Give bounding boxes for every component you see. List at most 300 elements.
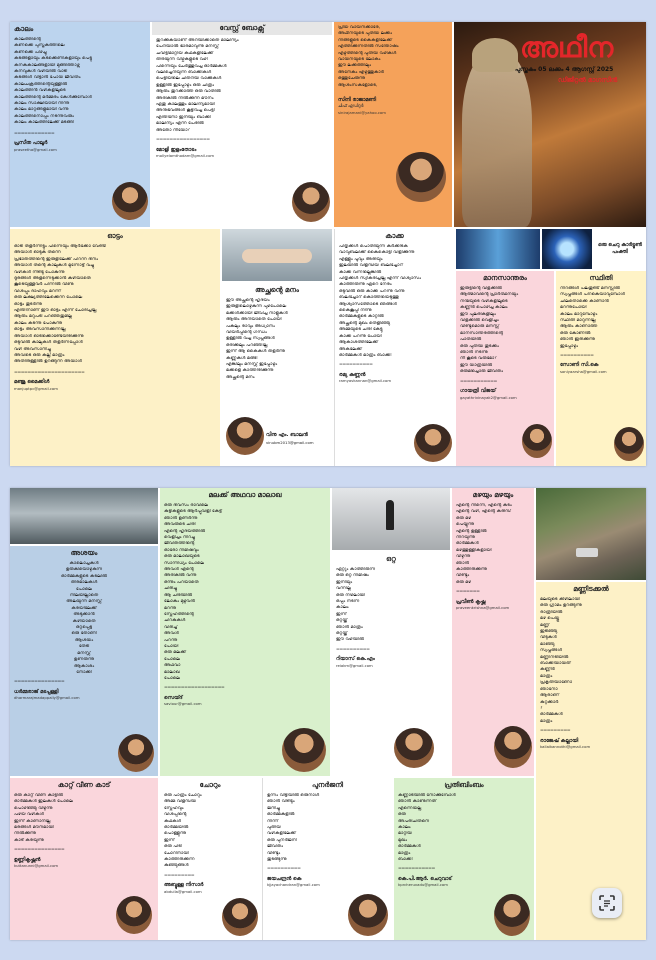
poem-line: കുഞ്ഞുങ്ങൾ (164, 863, 189, 869)
poem-line: തുടങ്ങുന്നു (267, 857, 287, 863)
poem-line: പിന്നെയും ചേർത്തുവച്ച ഓർമ്മകൾ (156, 63, 227, 69)
poem-line: ഒരു മലക്ക് (164, 650, 186, 656)
poem-line: ഓർമ്മകളിൽ (267, 812, 295, 818)
poem-line: ഉണരുന്നു (73, 657, 95, 663)
poem-line: വിളക്കിൽ വെളിച്ചം (460, 318, 499, 324)
poem-line: ചിലതൊക്കെ കാണാൻ (560, 298, 609, 304)
poem-line: ഇടിഞ്ഞു (540, 629, 558, 635)
poem-line: വഴി അവസാനിച്ചു (14, 346, 51, 352)
editor-role: ചീഫ് എഡിറ്റർ (338, 103, 364, 109)
poem-line: ഒപ്പം നടന്ന (336, 599, 360, 605)
poem-line: ഉള്ളിൽ ഇപ്പോഴും ഒരു ചിത്രം (156, 82, 215, 88)
author-email: gayathrivinayak2@gmail.com (460, 394, 517, 400)
poem-line: വീണ്ടും (267, 850, 281, 856)
poem-line: സ്നേഹവും (164, 805, 184, 811)
poem-line: ഒരു പുതിയ തുടക്കം (460, 343, 499, 349)
poem-line: സ്വപ്നങ്ങൾ പിറകെയാവുമ്പോൾ (560, 292, 625, 298)
poem-body (14, 37, 146, 127)
hands-photo (222, 229, 332, 281)
poem-line: കൂടെയുള്ളവർ പിന്നിൽ വീണു (14, 282, 74, 288)
magazine-title: അഥീന (520, 31, 614, 64)
poem-line: അഥീനയുടെ പുതിയ ലക്കം (338, 31, 393, 37)
poem-line: കണ്ണീർ (540, 667, 555, 673)
poem-line: പേറിയാൽ ഭാരമാവുന്നു മനസ്സ് (156, 44, 219, 50)
poem-line: ആരും തുറക്കാത്ത ഒരു വാതിൽ (156, 89, 221, 95)
poem-line: നോക്കി (76, 669, 92, 675)
poem-title: കാലം (14, 25, 34, 33)
poem-oottam: ഓട്ടം ഓടി തളർന്നിട്ടും പിന്നെയും ആർക്കോ വേണ്ടി അയാൾ ഓടുക തന്നെ പ്രഭാതത്തിന്റെ ഇരുളിലേക്ക് പിറന്ന ദിനം അയാൾ തന്റെ കാലുകൾ മുന്നോട്ട് വച്ചു വഴികൾ നീണ്ടു പോകുന്നു ദൂരങ്ങൾ അളന്നെടുക്കാൻ കഴിയാതെ കൂടെയുള്ളവർ പിന്നിൽ വീണു വിശപ്പും ദാഹവും മറന്ന് ഒരു ലക്ഷ്യത്തിലേക്കെന്ന പോലെ ഓട്ടം തുടർന്നു എന്തിനാണ് ഈ ഓട്ടം എന്ന് ചോദിച്ചില്ല ആരും മറുപടി പറഞ്ഞതുമില്ല കാലം കടന്നു പോകുന്നു ഓട്ടം അവസാനിക്കുന്നില്ല അയാൾ ഓടിക്കൊണ്ടേയിരിക്കുന്നു ഒടുവിൽ കാലുകൾ തളർന്നപ്പോൾ വഴി അവസാനിച്ചു അവിടെ ഒരു കല്ല് മാത്രം അതിനുള്ളിൽ ഉറങ്ങുന്ന അയാൾ ===================== മഞ്ജു മൈക്കിൾ manjuptpc@gmail.com (10, 229, 220, 466)
poem-body (460, 286, 550, 376)
author-avatar (494, 726, 532, 768)
poem-line: ആരും കാണാത്ത (560, 324, 598, 330)
poem-mazha: മഴയും മഴയും എന്റെ നിന്നെ, എന്റെ കടം എന്റെ വഴി, എന്റെ കരിമ്പ് ഒരു മഴ പെയ്യുന്നു എന്റെ ഉള്ളിൽ നിറയുന്നു ഓർമ്മകൾ മഴത്തുള്ളികളായി വീഴുന്നു ഞാൻ കാത്തിരിക്കുന്നു വീണ്ടും ഒരു മഴ ======= പ്രവീൺ കൃഷ്ണ praveenkrishna@gmail.com (452, 488, 534, 776)
poem-line: നിറങ്ങൾ പലതുണ്ട് മനസ്സിൽ (560, 286, 620, 291)
poem-line: ഉന്നം വീട്ടിയിൽ ഒരുനാൾ (267, 793, 320, 798)
poem-title: കാറ്റ് വീണ കാട് (57, 781, 111, 789)
editor-avatar (396, 152, 446, 202)
poem-body (14, 244, 216, 366)
poem-body (540, 597, 642, 725)
poem-line: ആരും അറിയാതെ പോയി (226, 317, 282, 323)
poem-line: കാലം സാക്ഷിയായി നിന്നു (14, 101, 70, 107)
poem-line: പോലെ (164, 675, 180, 681)
poem-line: ബാക്കിയായത് (540, 661, 571, 667)
poem-line: വലിച്ചെറിയുന്ന ബാക്കികൾ (156, 70, 212, 76)
poem-line: ഒരു പാത്രം ചോറും (164, 793, 202, 798)
poem-line: നിൽക്കുന്നു (14, 831, 37, 837)
poem-line: എള്ളും പൂവും അരിയും (339, 256, 383, 262)
poem-line: ഓർമ്മകളുടെ കടലിൽ (61, 573, 107, 579)
poem-line: ഓട്ടം അവസാനിക്കുന്നില്ല (14, 327, 66, 333)
poem-line: ഇന്ന് (164, 837, 175, 843)
poem-title: മഴയും മഴയും (472, 491, 514, 499)
poem-line: മാത്രം (398, 850, 411, 856)
poem-maanasantharam: മാനസാന്തരം ഇരുട്ടിന്റെ വിളക്കിൽ ആത്മാവിന്റെ പ്രാർത്ഥനയും നന്മയുടെ വഴികളിലൂടെ കണ്ണീർ പൊഴിച്ച കാലം ഈ പുലരികളിലും വിളക്കിൽ വെളിച്ചം വീണ്ടുമൊരു മനസ്സ് മാനസാന്തരത്തിന്റെ പാതയിൽ ഒരു പുതിയ തുടക്കം ഞാൻ നടന്നു നീ കൂടെ വരുമോ? ഈ യാത്രയിൽ ഒരുമിച്ചൊരു ജീവിതം =========== ഗായത്രി വിജയ് gayathrivinayak2@gmail.com (456, 271, 554, 466)
poem-line: കണ്ണീർ പൊഴിച്ച കാലം (460, 305, 508, 311)
poem-body (398, 793, 530, 863)
poem-line: കാത്തിരിക്കുന്ന (164, 857, 195, 863)
poem-line: ആകാശം (73, 663, 95, 669)
poem-line: കാലം (398, 825, 411, 831)
poem-line: ഒരു കാറ്റ് വീണ കാട്ടിൽ (14, 793, 63, 798)
poem-line: എന്റെ ഹൃദയത്തിൽ (164, 528, 206, 534)
author-avatar (282, 728, 326, 772)
author-name: രാജേഷ് കല്ലായി (540, 737, 579, 744)
poem-line: മണ്ണ് (540, 622, 550, 628)
poem-line: ആശംസകളോടെ, (338, 82, 378, 88)
author-avatar (222, 898, 258, 936)
poem-line: മാലിന്യം എന്ന പേരിൽ (156, 121, 204, 127)
poem-body (336, 567, 446, 644)
poem-line: ഓർമ്മകൾ (456, 541, 479, 547)
poem-title: മണ്ണിടക്കൽ (573, 585, 609, 593)
poem-title: പ്രതിബിംബം (444, 781, 484, 789)
poem-line: ഇന്ന് ആ കൈകൾ തളർന്നു (226, 349, 286, 355)
poem-line: എഴുത്തിന്റെ പുതിയ വഴികൾ (338, 50, 397, 56)
author-name: ഗായത്രി വിജയ് (460, 388, 496, 395)
lens-button[interactable] (592, 888, 622, 918)
poem-line: വീണ്ടും (456, 573, 470, 579)
poem-title: ഓട്ടം (107, 232, 123, 240)
poem-line: സാന്നിധ്യം പോലെ (164, 560, 205, 566)
poem-body (226, 298, 328, 381)
author-email: saviour@gmail.com (164, 701, 202, 707)
poem-line: സ്ഥിതി മാറുന്നില്ല (560, 318, 596, 324)
poem-choru: ചോറും ഒരു പാത്രം ചോറും അമ്മ വിളമ്പിയ സ്നേഹവും വിശപ്പിന്റെ കഥകൾ ഓർമ്മയിൽ പൊള്ളുന്നു ഇന്ന് ഒരു പിടി ചോറിനായി കാത്തിരിക്കുന്ന കുഞ്ഞുങ്ങൾ ========= അബ്ദുള്ള നിസാർ abdulla@gmail.com (160, 778, 260, 940)
poem-line: ഏതു കാലത്തും മാലിന്യമായി (156, 102, 215, 108)
poem-line: സ്വപ്നങ്ങൾ (540, 648, 563, 654)
poem-line: ഒരു ദിവസം രാവിലെ (164, 503, 209, 508)
poem-line: പൊഴിഞ്ഞു വീഴുന്നു (14, 805, 53, 811)
author-email: kprcheruvadu@gmail.com (398, 882, 448, 888)
poem-line: മനസ്സ് (77, 650, 91, 656)
poem-line: ഒരു നിഴലായി (336, 592, 366, 598)
poem-body (456, 503, 530, 586)
poem-line: ആ ചിരിയിൽ (164, 592, 193, 598)
poem-body (156, 38, 328, 134)
poem-line: വാവുബലിക്ക് കൈകൊട്ടി വിളിക്കുന്നു (339, 250, 415, 256)
poem-line: ആരാണ് (540, 693, 560, 699)
poem-line: ഓട്ടം തുടർന്നു (14, 301, 42, 307)
poem-line: മാലാഖ (164, 669, 180, 675)
poem-line: കരയിലേക്ക് (71, 605, 97, 611)
poem-line: കനകകാലങ്ങളായി മുങ്ങിത്താഴ്ന്നു (14, 62, 80, 68)
author-name: റിയാസ് കെ.എം (336, 656, 375, 663)
poem-line: മലയുടെ കീഴിലായി (540, 597, 580, 602)
poem-line: തിരമാലകൾ (70, 580, 98, 586)
editor-email: sinirajamani@yahoo.com (338, 109, 386, 115)
author-email: soniyaarsha@gmail.com (560, 368, 607, 374)
poem-line: പ്രഭാതത്തിന്റെ ഇരുളിലേക്ക് പിറന്ന ദിനം (14, 256, 99, 262)
poem-line: വിശപ്പിന്റെ (164, 812, 187, 818)
poem-line: ഓർമ്മകൾ (540, 712, 563, 718)
author-email: praseetha@gmail.com (14, 146, 57, 152)
author-email: reiakm@gmail.com (336, 662, 373, 668)
poem-line: ഒരു തോണി (71, 631, 97, 637)
poem-line: വീണ്ടുമൊരു മനസ്സ് (460, 324, 500, 330)
scan-icon (598, 894, 616, 912)
poem-line: മഴ പെയ്തു (540, 616, 560, 622)
poem-line: ഇപ്പോഴും (560, 343, 579, 349)
poem-line: ചോറിനായി (164, 850, 189, 856)
author-avatar (522, 424, 552, 458)
poem-line: ഒരു (398, 812, 406, 818)
poem-line: ഒരു ഒറ്റ നിമിഷം (336, 573, 369, 579)
poem-line: വഴികൾ നീണ്ടു പോകുന്നു (14, 269, 65, 275)
poem-line: ഓർമ്മകൾ (398, 844, 421, 850)
poem-malak: മലക്ക് അഥവാ മാലാഖ ഒരു ദിവസം രാവിലെ കുട്ടികളുടെ ആർപ്പുവിളി കേട്ട് ഞാൻ ഉണർന്നു അവരുടെ ചിരി എന്റെ ഹൃദയത്തിൽ വെളിച്ചം നിറച്ചു ജീവിതത്തിന്റെ ഓരോ നിമിഷവും ഒരു മാലാഖയുടെ സാന്നിധ്യം പോലെ അവൾ എന്റെ അരികിൽ വന്നു ഒന്നും പറയാതെ ചിരിച്ചു ആ ചിരിയിൽ ലോകം മുഴുവൻ മറന്നു സ്നേഹത്തിന്റെ ചിറകുകൾ വിരിച്ച് അവൾ പറന്നു പോയി ഒരു മലക്ക് പോലെ അഥവാ മാലാഖ പോലെ ================== സെയ്ദ് saviour@gmail.com (160, 488, 330, 776)
author-avatar (116, 896, 152, 934)
poem-line: ഒരു കോണിൽ (560, 330, 591, 336)
editorial-body (338, 25, 448, 89)
poem-line: മാത്രം (540, 718, 553, 724)
poem-line: അയാൾ തന്റെ കാലുകൾ മുന്നോട്ട് വച്ചു (14, 263, 95, 269)
author-email: mollyelamthodam@gmail.com (156, 152, 215, 158)
poem-title: അച്ഛന്റെ മനം (255, 286, 299, 294)
poem-line: ഉള്ളിൽ വച്ച സ്വപ്നങ്ങൾ (226, 336, 275, 342)
poem-line: നിങ്ങളുടെ കൈകളിലേക്ക് (338, 37, 392, 43)
poem-line: മറന്നു (164, 605, 177, 611)
poem-line: പിതൃക്കൾ സ്വീകരിച്ചില്ല എന്ന് വിശ്വാസം (339, 276, 421, 282)
poem-punarjani: പുനർജനി ഉന്നം വീട്ടിയിൽ ഒരുനാൾ ഞാൻ വീണ്ടും ജനിച്ചു ഓർമ്മകളിൽ നിന്ന് പുതിയ വഴികളിലേക്ക് ഒരു പുനർജനി ജീവിതം വീണ്ടും തുടങ്ങുന്നു ========== ജയചന്ദ്രൻ കെ kjjayachandran@gmail.com (262, 778, 392, 940)
author-email: abdulla@gmail.com (164, 888, 202, 894)
author-avatar (414, 424, 452, 462)
author-name: സോണി സി.കെ (560, 362, 599, 369)
poem-title: കാക്ക (385, 232, 404, 240)
poem-line: മഴത്തുള്ളികളായി (456, 547, 492, 553)
poem-line: അമ്മയുടെ ചിരി കേട്ടു (339, 327, 383, 333)
poem-line: മുഖം (398, 837, 407, 843)
author-name: അബ്ദുള്ള നിസാർ (164, 882, 204, 889)
author-avatar (348, 894, 388, 936)
poem-line: കാക്ക പറന്നു പോയി (339, 333, 382, 339)
poem-line: ഒറ്റയ്ക്ക് (336, 618, 348, 624)
poem-line: ഞാനോ (540, 686, 558, 692)
poem-line: അരികിൽ നിൽക്കുന്ന മൗനം (156, 95, 214, 101)
poem-line: ഇലയിൽ വിളമ്പിയ ബലിച്ചോറ് (339, 263, 403, 269)
poem-line: ഇരുളിലൊഴുകുന്ന പുഴപോലെ (226, 304, 287, 310)
magazine-issue: പുസ്തകം 05 ലക്കം 4 ആഗസ്റ്റ് 2025 (515, 66, 614, 73)
author-name: മഞ്ജു മൈക്കിൾ (14, 379, 50, 386)
poem-line: ഓർമ്മകൾ ഇലകൾ പോലെ (14, 799, 73, 805)
poem-line: കണ്ണുകൾ മങ്ങി (226, 355, 258, 361)
poem-line: മാനസാന്തരത്തിന്റെ (460, 330, 504, 336)
poem-line: എന്റെ നിന്നെ, എന്റെ കടം (456, 503, 512, 508)
poem-line: ഒടുവിൽ ഒരു കാക്ക പറന്നു വന്നു (339, 288, 405, 294)
poem-line: ബലിച്ചോറ് കൊത്തിയെടുത്തു (339, 295, 399, 301)
poem-line: സ്നേഹത്തിന്റെ (164, 611, 194, 617)
author-name: ധർമ്മരാജ് മടപ്പള്ളി (14, 688, 59, 695)
poem-line: കണക്കെ പിഴച്ചു (14, 49, 47, 55)
poem-line: അനേകം എഴുത്തുകാർ (338, 69, 384, 75)
poem-line: ഓടി തളർന്നിട്ടും പിന്നെയും ആർക്കോ വേണ്ടി (14, 244, 106, 249)
poem-line: അച്ഛന്റെ മുഖം തെളിഞ്ഞു (339, 320, 391, 326)
poem-line: അതോ നീയോ? (156, 127, 190, 133)
poem-line: അമ്മ വിളമ്പിയ (164, 799, 197, 805)
poem-line: അയാൾ ഓടുക തന്നെ (14, 250, 61, 256)
poem-line: പുതിയ (267, 825, 281, 831)
author-name: മോളി ഇളംതോടം (156, 146, 197, 153)
author-email: kjjayachandran@gmail.com (267, 882, 320, 888)
poem-line: അതിനുള്ളിൽ ഉറങ്ങുന്ന അയാൾ (14, 359, 82, 365)
poem-line: എങ്കിലും മനസ്സ് ഇപ്പോഴും (226, 362, 278, 368)
poem-line: ജീവിതത്തിന്റെ (164, 541, 195, 547)
poem-line: രാത്രിയിൽ (540, 609, 563, 615)
poem-line: കാട് കരയുന്നു (14, 837, 44, 843)
poem-line: നന്മയുടെ വഴികളിലൂടെ (460, 298, 508, 304)
poem-line: കഥകൾ (164, 818, 182, 824)
poem-line: ഒന്നും പറയാതെ (164, 579, 199, 585)
poem-waste-box: വേസ്റ്റ് ബോക്സ് തുറക്കുകയാണ് അറിയിക്കാതെ മാലിന്യം പേറിയാൽ ഭാരമാവുന്നു മനസ്സ് ചവിട്ടിമാറ്റിയ കഥകളിലേക്ക് തിരയുന്ന വീഴ്ചകളുടെ വഴി പിന്നെയും ചേർത്തുവച്ച ഓർമ്മകൾ വലിച്ചെറിയുന്ന ബാക്കികൾ പെട്ടിയിലെ ചിതറിയ വാക്കുകൾ ഉള്ളിൽ ഇപ്പോഴും ഒരു ചിത്രം ആരും തുറക്കാത്ത ഒരു വാതിൽ അരികിൽ നിൽക്കുന്ന മൗനം ഏതു കാലത്തും മാലിന്യമായി അനുഭവങ്ങൾ കൂട്ടിവച്ച പെട്ടി എന്തിനോ ഇനിയും ബാക്കി മാലിന്യം എന്ന പേരിൽ അതോ നീയോ? ================ മോളി ഇളംതോടം mollyelamthodam@gmail.com (152, 22, 332, 227)
poem-line: പോയി (164, 643, 179, 649)
sea-photo (10, 488, 158, 544)
poem-line: അടുക്കാൻ (73, 612, 95, 618)
poem-line: ഓർമ്മയിൽ (164, 825, 189, 831)
helmet-shape (472, 38, 518, 72)
poem-line: അപരിചിതനെ (398, 818, 430, 824)
author-name: പ്രസീത പാലൂർ (14, 140, 48, 147)
poem-body (267, 793, 388, 863)
author-email: dharmarajmadappally@gmail.com (14, 695, 80, 701)
author-name: രമ്യ കണ്ണൻ (339, 371, 366, 378)
poem-line: പെട്ടിയിലെ ചിതറിയ വാക്കുകൾ (156, 76, 222, 82)
cartoon-banner: ഒരു ചെറു കാർട്ടൂൺ പംക്തി (594, 229, 646, 269)
author-name: സെയ്ദ് (164, 694, 183, 701)
author-avatar (112, 182, 148, 220)
poem-line: ഒടുവിൽ കാലുകൾ തളർന്നപ്പോൾ (14, 340, 83, 346)
poem-line: ബാക്കി (398, 857, 413, 863)
author-email: kuttanunni@gmail.com (14, 863, 59, 869)
poem-title: മാനസാന്തരം (483, 274, 527, 282)
poem-title: പുനർജനി (311, 781, 343, 789)
poem-line: അവരുടെ ചിരി (164, 522, 196, 528)
poem-line: അച്ഛന്റെ മനം (226, 374, 255, 380)
poem-line: നിറയുന്നു (456, 535, 476, 541)
poem-line: ഒരിക്കലും പറഞ്ഞില്ല (226, 342, 268, 348)
poem-body (560, 286, 642, 350)
poem-line: കൈകൂപ്പി നിന്നു (339, 308, 372, 314)
poem-line: പഴയ വഴികൾ (14, 812, 44, 818)
poem-line: ജനിച്ചു (267, 805, 280, 811)
banner-face-photo (456, 229, 540, 269)
poem-ottu: ഒറ്റ ഏറ്റും കാത്തിരുന്ന ഒരു ഒറ്റ നിമിഷം ഇനിയും വന്നില്ല ഒരു നിഴലായി ഒപ്പം നടന്ന കാലം ഇന്ന് ഒറ്റയ്ക്ക് ഞാൻ മാത്രം ഒറ്റയ്ക്ക് ഈ വഴിയിൽ ========== റിയാസ് കെ.എം reiakm@gmail.com (332, 552, 450, 776)
poem-line: ഒരു മഴ (456, 515, 472, 521)
editor-name: സിനി രാജാമണി (338, 97, 377, 104)
poem-line: മണ്ണിനടിയിൽ (540, 654, 569, 660)
poem-line: ചിരിച്ചു (164, 586, 178, 592)
poem-line: പോലെ (76, 586, 92, 592)
banner-brain-photo (542, 229, 592, 269)
poem-line: കാലത്തിന്റെ മർമ്മരം കേൾക്കുമ്പോൾ (14, 94, 92, 100)
poem-line: വഴികളിലേക്ക് (267, 831, 296, 837)
poem-line: എന്നെയല്ല (398, 805, 422, 811)
poem-line: ആത്മാവിന്റെ പ്രാർത്ഥനയും (460, 292, 519, 298)
poem-line: ജീവിതം (267, 844, 284, 850)
poem-title: സ്ഥിതി (589, 274, 613, 282)
poem-line: തേടി (78, 644, 90, 650)
poem-line: ഒരു ഗ്രാമം ഉറങ്ങുന്നു (540, 603, 582, 609)
poem-line: ഒരു ലക്ഷ്യത്തിലേക്കെന്ന പോലെ (14, 295, 83, 301)
poem-line: കാലൊച്ചകൾ (69, 561, 99, 566)
poem-line: എന്തിനാണ് ഈ ഓട്ടം എന്ന് ചോദിച്ചില്ല (14, 308, 97, 314)
poem-line: പറന്നു (164, 637, 178, 643)
poem-line: ഇന്ന് (336, 611, 347, 617)
poem-line: ചവിട്ടിമാറ്റിയ കഥകളിലേക്ക് (156, 50, 214, 56)
poem-line: കഴിയാതെ (72, 618, 96, 624)
poem-mannidakkal: മണ്ണിടക്കൽ മലയുടെ കീഴിലായി ഒരു ഗ്രാമം ഉറങ്ങുന്നു രാത്രിയിൽ മഴ പെയ്തു മണ്ണ് ഇടിഞ്ഞു വീടുകൾ മാഞ്ഞു സ്വപ്നങ്ങൾ മണ്ണിനടിയിൽ ബാക്കിയായത് കണ്ണീർ മാത്രം പ്രകൃതിയാണോ ഞാനോ ആരാണ് കുറ്റക്കാർ ? ഓർമ്മകൾ മാത്രം ========= രാജേഷ് കല്ലായി kallaikannothi@gmail.com (536, 582, 646, 940)
magazine-page-2 (10, 488, 646, 940)
poem-line: കുട്ടികളുടെ ആർപ്പുവിളി കേട്ട് (164, 509, 222, 515)
poem-line: കുറ്റക്കാർ (540, 699, 559, 705)
poem-line: ഒത്തുചേരുന്നു (338, 76, 366, 82)
poem-line: അഥവാ (164, 663, 181, 669)
poem-line: കാലത്തിന്റെ (14, 37, 41, 42)
poem-line: മറന്നുപോയി (560, 305, 587, 311)
poem-line: ? (540, 705, 543, 711)
poem-line: വിരിച്ച് (164, 624, 178, 630)
author-email: vinubm2013@gmail.com (266, 440, 314, 445)
author-avatar (118, 734, 154, 772)
poem-line: കടങ്ങൾ വീട്ടാൻ പോയ ജീവിതം (14, 75, 81, 81)
poem-line: അയാൾ ഓടിക്കൊണ്ടേയിരിക്കുന്നു (14, 333, 84, 339)
author-email: manjuptpc@gmail.com (14, 385, 58, 391)
poem-title: വേസ്റ്റ് ബോക്സ് (152, 22, 332, 35)
author-name: പ്രവീൺ കൃഷ്ണ (456, 598, 486, 605)
poem-line: കാലം മാറ്റങ്ങളുമായി വന്നു (14, 107, 69, 113)
poem-line: അവൾ എന്റെ (164, 567, 194, 573)
poem-line: ഇരുട്ടിന്റെ വിളക്കിൽ (460, 286, 502, 291)
poem-line: എത്തിക്കുന്നതിൽ സന്തോഷം (338, 44, 399, 50)
poem-line: മാഞ്ഞു (540, 641, 555, 647)
author-name: കെ.പി.ആർ. ചെറുവാട് (398, 875, 452, 882)
poem-line: പിതൃക്കൾ പൊതിയുന്ന കർക്കിടക (339, 244, 408, 249)
poem-line: ഈ ലക്കത്തിലും (338, 63, 372, 69)
poem-line: മാത്രം (540, 673, 553, 679)
poem-line: പോലെ (164, 656, 180, 662)
poem-line: കാലം കടന്നു പോകുന്നു (14, 320, 63, 326)
poem-line: വായനയുടെ ലോകം (338, 57, 381, 63)
poem-line: കാലചക്രത്തിന്റെയുള്ളിൽ (14, 81, 68, 87)
poem-line: ഒരുമിച്ചൊരു ജീവിതം (460, 369, 504, 375)
author-avatar (394, 728, 434, 768)
author-email: ramyavkannan@gmail.com (339, 378, 392, 384)
poem-line: തുറക്കുകയാണ് അറിയിക്കാതെ മാലിന്യം (156, 38, 239, 43)
poem-line: അവിടെ ഒരു കല്ല് മാത്രം (14, 352, 65, 358)
poem-line: നിന്ന് (267, 818, 279, 824)
poem-line: വിശപ്പും ദാഹവും മറന്ന് (14, 288, 61, 294)
poem-line: കനവുകൾ വഴിയിൽ വാടി (14, 69, 68, 75)
poem-prathibimbam: പ്രതിബിംബം കണ്ണാടിയിൽ നോക്കുമ്പോൾ ഞാൻ കാണുന്നത് എന്നെയല്ല ഒരു അപരിചിതനെ കാലം മാറ്റിയ മുഖം ഓർമ്മകൾ മാത്രം ബാക്കി =========== കെ.പി.ആർ. ചെറുവാട് kprcheruvadu@gmail.com (394, 778, 534, 940)
poem-line: മക്കൾക്കായി ജീവിച്ച നാളുകൾ (226, 310, 288, 316)
magazine-subtitle: ഡിജിറ്റൽ മാഗസിൻ (558, 76, 618, 84)
poem-line: കാലത്തിൻ വഴികളിലൂടെ (14, 88, 66, 94)
poem-line: പൊള്ളുന്നു (164, 831, 187, 837)
poem-line: ചിറകുകൾ (164, 618, 186, 624)
poem-line: ഈ യാത്രയിൽ (460, 362, 493, 368)
poem-line: ഇനിയും (336, 579, 353, 585)
poem-title: അശയം (70, 549, 98, 557)
poem-line: ഞാൻ മാത്രം (336, 624, 363, 630)
poem-line: ഉരുകിയൊഴുകുന്ന (65, 567, 103, 573)
poem-line: പെയ്യുന്നു (456, 522, 475, 528)
poem-ashayam: അശയം കാലൊച്ചകൾ ഉരുകിയൊഴുകുന്ന ഓർമ്മകളുടെ കടലിൽ തിരമാലകൾ പോലെ നിലയില്ലാതെ അലയുന്ന മനസ്സ് കരയിലേക്ക് അടുക്കാൻ കഴിയാതെ ഒറ്റപ്പെട്ട ഒരു തോണി ആശയം തേടി മനസ്സ് ഉണരുന്നു ആകാശം നോക്കി =============== ധർമ്മരാജ് മടപ്പള്ളി dharmarajmadappally@gmail.com (10, 546, 158, 776)
poem-line: മരങ്ങൾ മൗനമായി (14, 825, 54, 831)
poem-line: വെളിച്ചം നിറച്ചു (164, 535, 195, 541)
poem-line: ഈ അച്ഛന്റെ ഹൃദയം (226, 298, 270, 303)
poem-line: ഈ വഴിയിൽ (336, 637, 364, 643)
poem-line: കാത്തിരിക്കുന്നു (456, 567, 488, 573)
poem-body (339, 244, 450, 359)
poem-line: കാലം (336, 605, 349, 611)
poem-line: ഈ പുലരികളിലും (460, 311, 496, 317)
poem-title: മലക്ക് അഥവാ മാലാഖ (208, 491, 282, 499)
poem-line: ആകാശത്തിലേക്ക് (339, 340, 378, 346)
poem-line: കണക്കെ പുസ്തകത്തിലെ (14, 43, 65, 49)
poem-line: അവൾ (164, 631, 179, 637)
poem-line: കടങ്ങളായും കടക്കെണികളായും പെട്ടു (14, 56, 92, 62)
poem-line: അരികിൽ വന്നു (164, 573, 197, 579)
poem-line: അലയുന്ന മനസ്സ് (66, 599, 102, 605)
poem-line: ആരും മറുപടി പറഞ്ഞതുമില്ല (14, 314, 72, 320)
author-name: വിനു എം. ബാലൻ (266, 432, 308, 438)
poem-line: ഒരു മഴ (456, 579, 472, 585)
author-avatar (494, 894, 530, 936)
poem-line: നിലയില്ലാതെ (69, 593, 99, 599)
poem-line: ഞാൻ വീണ്ടും (267, 799, 295, 805)
poem-line: വന്നില്ല (336, 586, 351, 592)
poem-line: പാതയിൽ (460, 337, 482, 343)
poem-line: അകലേക്ക് (339, 346, 362, 352)
